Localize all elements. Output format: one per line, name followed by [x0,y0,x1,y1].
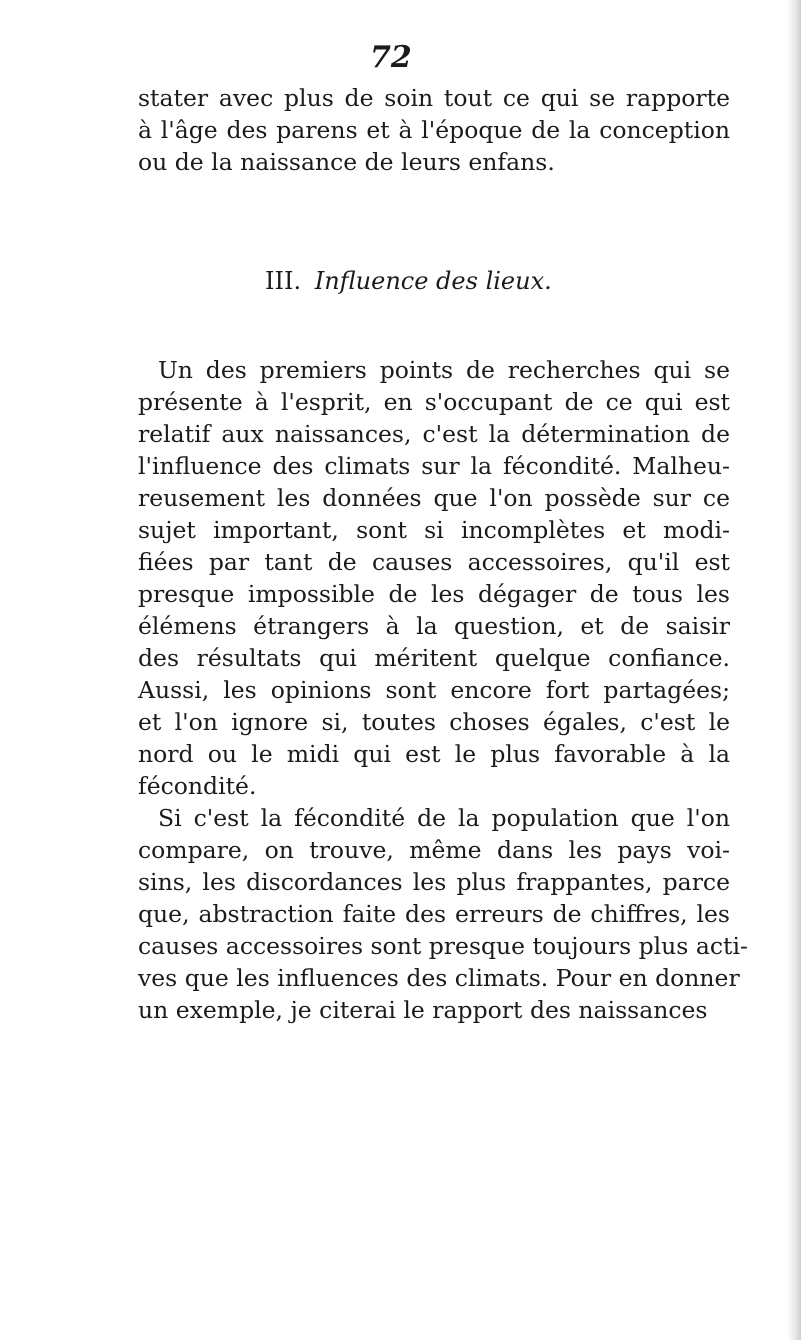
text-line: l'influence des climats sur la fécondité. Malheu- [138,452,730,480]
paragraph-2 [138,802,748,1026]
text-line: sujet important, sont si incomplètes et modi- [138,516,730,544]
text-line: et l'on ignore si, toutes choses égales, c'est le [138,708,730,736]
text-line: un exemple, je citerai le rapport des naissances [138,996,708,1024]
page-number: 72 [370,40,412,75]
text-line: que, abstraction faite des erreurs de chiffres, les [138,900,730,928]
section-title: Influence des lieux. [314,267,552,295]
text-line: fiées par tant de causes accessoires, qu'il est [138,548,730,576]
text-line: causes accessoires sont presque toujours plus acti- [138,932,748,960]
text-line: ou de la naissance de leurs enfans. [138,148,555,176]
intro-paragraph [138,82,730,178]
text-line: relatif aux naissances, c'est la détermination de [138,420,730,448]
text-line: ves que les influences des climats. Pour en donner [138,964,740,992]
section-heading [265,264,765,298]
text-line: Si c'est la fécondité de la population que l'on [158,804,730,832]
text-line: Un des premiers points de recherches qui se [158,356,730,384]
paragraph-1 [138,354,730,802]
text-line: sins, les discordances les plus frappantes, parce [138,868,730,896]
text-line: présente à l'esprit, en s'occupant de ce qui est [138,388,730,416]
text-line: Aussi, les opinions sont encore fort partagées; [138,676,730,704]
text-line: reusement les données que l'on possède sur ce [138,484,730,512]
text-line: nord ou le midi qui est le plus favorable à la [138,740,730,768]
text-line: fécondité. [138,772,257,800]
page-edge-shadow [787,0,801,1340]
text-line: à l'âge des parens et à l'époque de la conception [138,116,730,144]
text-line: compare, on trouve, même dans les pays voi- [138,836,730,864]
section-numeral: III. [265,267,302,295]
text-line: des résultats qui méritent quelque confiance. [138,644,730,672]
text-line: presque impossible de les dégager de tous les [138,580,730,608]
text-line: élémens étrangers à la question, et de saisir [138,612,730,640]
text-line: stater avec plus de soin tout ce qui se rapporte [138,84,730,112]
